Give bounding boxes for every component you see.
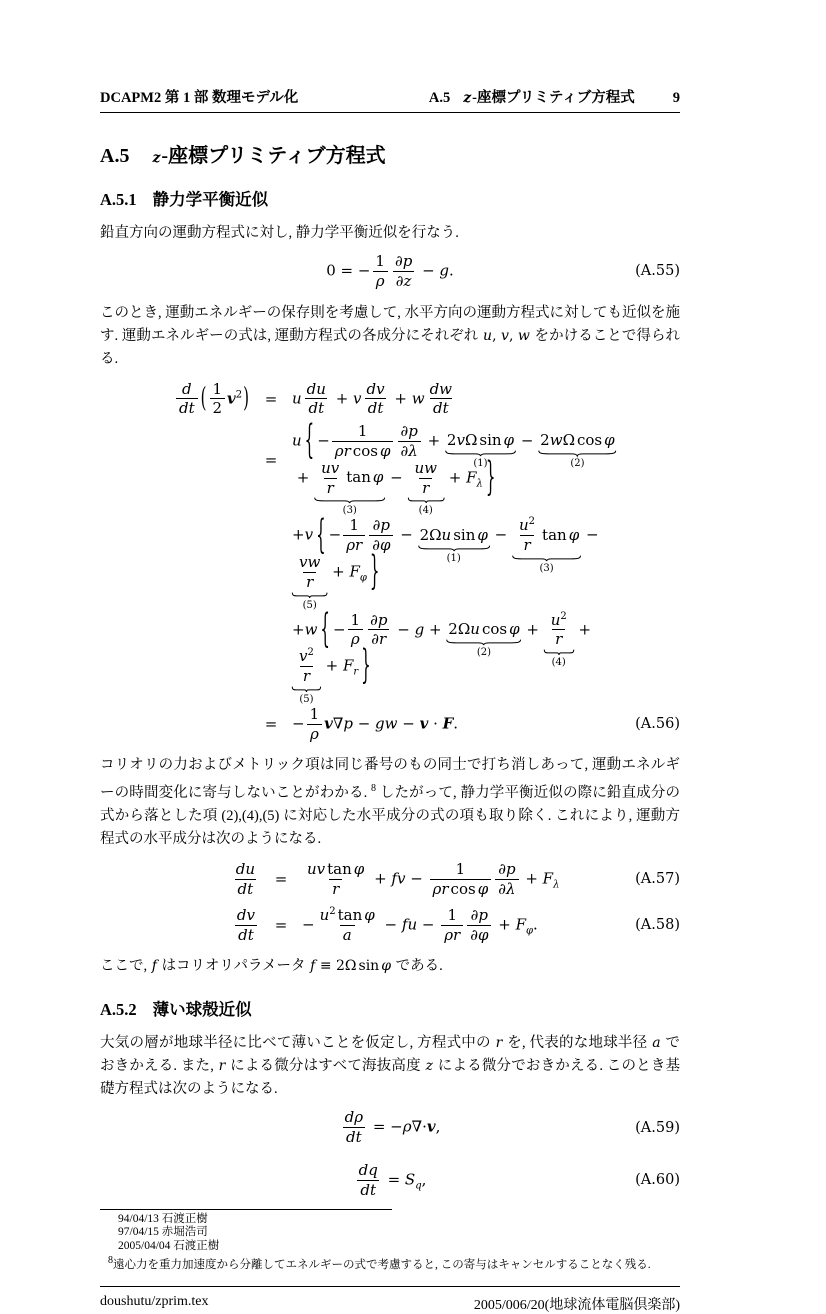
paragraph-3: コリオリの力およびメトリック項は同じ番号のもの同士で打ち消しあって, 運動エネルギーの時間変化に寄与しないことがわかる. $^8$ したがって, 静力学平衡近似の際に鉛直成分の式から落とした項 (2),(4),(5) に対応した水平成分の式の項も取り除く. これにより, 運動方程式の水平成分は次のようになる. <box>100 757 681 848</box>
math-rhs: − $\frac{u^2 \tan \varphi}{a}$ − fu − $\frac{1}{\rho r}$ $\frac{\partial p}{\partial\varphi}$ + $F_\varphi$. <box>302 905 538 944</box>
subsection-title: 薄い球殻近似 <box>152 1000 252 1020</box>
section-number: A.5 <box>100 145 130 167</box>
equation-a59-body: $\frac{d\rho}{dt}$ = −ρ∇·v, <box>344 1108 441 1147</box>
equation-a57 <box>100 861 680 898</box>
equation-tag: (A.57) <box>635 871 680 888</box>
paragraph-4: ここで, f はコリオリパラメータ f ≡ 2Ω sin φ である. <box>100 958 443 975</box>
equation-a56-line-4 <box>100 604 680 705</box>
equation-a60-tag: (A.60) <box>635 1172 680 1189</box>
math-relation: = <box>264 389 278 408</box>
equation-a59-tag: (A.59) <box>635 1119 680 1136</box>
footnotes <box>100 1213 680 1273</box>
page-number: 9 <box>672 90 680 106</box>
footer-rule <box>100 1286 680 1287</box>
subsection-title: 静力学平衡近似 <box>152 190 269 209</box>
equation-a56-line-3 <box>100 510 680 611</box>
math-relation: = <box>274 870 288 889</box>
section-title: z-座標プリミティブ方程式 <box>152 145 386 167</box>
math-rhs: $\frac{\text{uv tan φ}}{r}$ + fv − $\frac{1}{\text{ρr cos φ}}$ $\frac{\partial p}{\partial\lambda}$ + $F_\lambda$ <box>307 860 560 898</box>
math-lhs: $\frac{d}{dt}$ ( $\frac{1}{2}$ $v^2$) <box>100 381 250 418</box>
equation-a55-tag: (A.55) <box>635 263 680 280</box>
paragraph-1: 鉛直方向の運動方程式に対し, 静力学平衡近似を行なう. <box>100 225 459 241</box>
footnote-history-1: 94/04/13 石渡正樹 <box>118 1212 208 1225</box>
footnote-history-3: 2005/04/04 石渡正樹 <box>118 1239 220 1252</box>
footnote-marker: 8 <box>108 1255 113 1267</box>
equation-a56-line-5 <box>100 706 680 743</box>
subsection-number: A.5.2 <box>100 1000 137 1020</box>
footnote-rule <box>100 1209 392 1210</box>
equation-a55-body: 0 = − $\frac{1}{\rho}$ $\frac{\partial p}{\partial z}$ − g. <box>326 252 454 290</box>
equation-a58 <box>100 907 680 944</box>
math-relation: = <box>264 450 278 469</box>
math-rhs: +w { − $\frac{1}{\rho}$ $\frac{\partial p}{\partial r}$ − g + 2Ωu cos φ (2) + $\frac{u^2}{r}$ (4) + $\frac{v^2}{r}$ (5) + $F_r$ } <box>292 604 596 705</box>
header-left-title: DCAPM2 第 1 部 数理モデル化 <box>100 90 299 106</box>
header-rule <box>100 112 680 113</box>
footer-filename: doushutu/zprim.tex <box>100 1294 209 1310</box>
equation-tag: (A.58) <box>635 917 680 934</box>
math-relation: = <box>274 916 288 935</box>
equation-a56 <box>100 381 680 743</box>
equation-tag: (A.56) <box>635 716 680 733</box>
section-heading <box>100 139 680 168</box>
paragraph-5: 大気の層が地球半径に比べて薄いことを仮定し, 方程式中の r を, 代表的な地球半径 a でおきかえる. また, r による微分はすべて海抜高度 z による微分でおきかえる. このとき基礎方程式は次のようになる. <box>100 1035 681 1098</box>
paragraph-2: このとき, 運動エネルギーの保存則を考慮して, 水平方向の運動方程式に対しても近似を施す. 運動エネルギーの式は, 運動方程式の各成分にそれぞれ u, v, w をかけることで得られる. <box>100 304 680 367</box>
footnote-8 <box>100 1254 680 1272</box>
equation-a59 <box>100 1109 680 1146</box>
equation-a60-body: $\frac{dq}{dt}$ = $S_q$, <box>358 1160 427 1199</box>
footnote-text: 遠心力を重力加速度から分離してエネルギーの式で考慮すると, この寄与はキャンセルすることなく残る. <box>113 1258 651 1271</box>
footnote-history-2: 97/04/15 赤堀浩司 <box>118 1226 208 1239</box>
page-footer <box>100 1294 680 1314</box>
math-rhs: +v { − $\frac{1}{\rho r}$ $\frac{\partial p}{\partial\varphi}$ − 2Ωu sin φ (1) − $\frac{u^2}{r}$ tan φ (3) − $\frac{vw}{r}$ (5) + $F_\varphi$ } <box>292 510 604 611</box>
header-section-number: A.5 <box>428 90 451 106</box>
subsection-heading-a52 <box>100 996 680 1020</box>
equation-a56-line-2 <box>100 416 680 517</box>
subsection-number: A.5.1 <box>100 190 137 209</box>
math-rhs: − $\frac{1}{\rho}$ v∇p − gw − v · F. <box>292 704 459 743</box>
header-right <box>429 86 680 107</box>
running-head <box>100 86 680 107</box>
equation-a55 <box>100 253 680 290</box>
math-rhs: u { − $\frac{1}{\text{ρr cos φ}}$ $\frac{\partial p}{\partial\lambda}$ + 2vΩ sin φ (1) − 2wΩ cos φ (2) + $\frac{uv}{r}$ tan φ (3) − $\frac{uw}{r}$ (4) + $F_\lambda$ } <box>292 416 615 517</box>
equation-a56-line-1 <box>100 381 680 418</box>
math-lhs: $\frac{dv}{dt}$ <box>236 905 255 944</box>
math-lhs: $\frac{du}{dt}$ <box>235 860 255 898</box>
equations-a57-a58 <box>100 861 680 943</box>
footer-date-publisher: 2005/006/20(地球流体電脳倶楽部) <box>473 1298 680 1314</box>
math-relation: = <box>264 715 278 734</box>
header-section-title: z-座標プリミティブ方程式 <box>463 90 635 106</box>
math-rhs: u $\frac{du}{dt}$ + v $\frac{dv}{dt}$ + w $\frac{dw}{dt}$ <box>292 379 453 418</box>
subsection-heading-a51 <box>100 186 680 210</box>
equation-a60 <box>100 1162 680 1199</box>
